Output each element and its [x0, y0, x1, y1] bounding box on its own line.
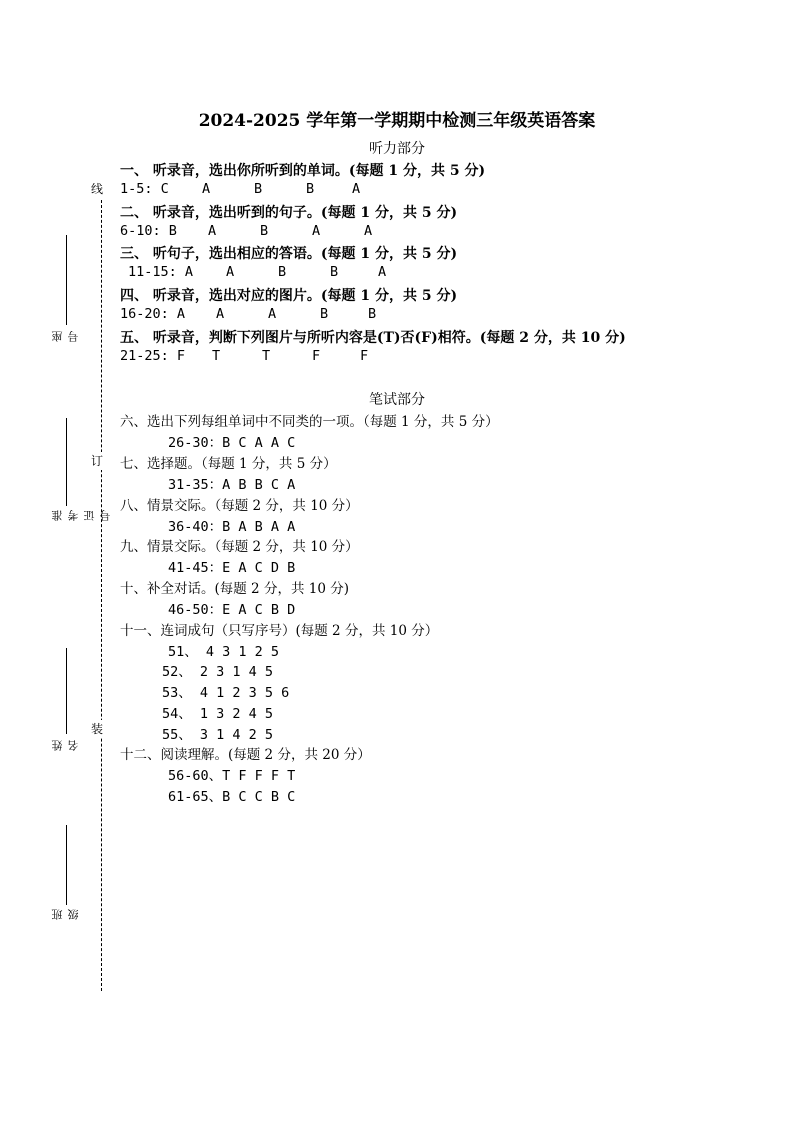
answer-row-2: 6-10: B A B A A — [120, 223, 373, 239]
answer-11-55: 55、 3 1 4 2 5 — [162, 727, 274, 743]
answer-row-5: 21-25: F T T F F — [120, 348, 369, 364]
question-6: 六、选出下列每组单词中不同类的一项。（每题 1 分，共 5 分） — [120, 414, 499, 430]
answer-12-61: 61-65、B C C B C — [168, 789, 296, 805]
answer-11-51: 51、 4 3 1 2 5 — [168, 644, 280, 660]
binding-line — [101, 185, 102, 991]
answer-10: 46-50：E A C B D — [168, 602, 296, 618]
question-5: 五、 听录音，判断下列图片与所听内容是(T)否(F)相符。(每题 2 分，共 10 分) — [120, 330, 626, 346]
question-2: 二、 听录音，选出听到的句子。(每题 1 分，共 5 分) — [120, 205, 458, 221]
listening-section-head: 听力部分 — [369, 141, 425, 157]
question-10: 十、补全对话。(每题 2 分，共 10 分) — [120, 581, 349, 597]
question-4: 四、 听录音，选出对应的图片。(每题 1 分，共 5 分) — [120, 288, 458, 304]
answer-11-52: 52、 2 3 1 4 5 — [162, 664, 274, 680]
question-9: 九、情景交际。（每题 2 分，共 10 分） — [120, 539, 359, 555]
writing-section-head: 笔试部分 — [369, 392, 425, 408]
question-7: 七、选择题。（每题 1 分，共 5 分） — [120, 456, 337, 472]
binding-mark-staple: 订 — [91, 454, 104, 468]
answer-row-4: 16-20: A A A B B — [120, 306, 377, 322]
answer-row-3: 11-15: A A B B A — [128, 264, 387, 280]
answer-11-53: 53、 4 1 2 3 5 6 — [162, 685, 290, 701]
question-12: 十二、阅读理解。(每题 2 分，共 20 分） — [120, 747, 371, 763]
answer-7: 31-35：A B B C A — [168, 477, 296, 493]
binding-mark-line: 线 — [91, 182, 104, 196]
question-8: 八、情景交际。（每题 2 分，共 10 分） — [120, 498, 359, 514]
answer-11-54: 54、 1 3 2 4 5 — [162, 706, 274, 722]
answer-6: 26-30：B C A A C — [168, 435, 296, 451]
answer-8: 36-40：B A B A A — [168, 519, 296, 535]
answer-12-56: 56-60、T F F F T — [168, 768, 296, 784]
question-3: 三、 听句子，选出相应的答语。(每题 1 分，共 5 分) — [120, 246, 458, 262]
answer-row-1: 1-5: C A B B A — [120, 181, 361, 197]
binding-mark-bind: 装 — [91, 722, 104, 736]
question-11: 十一、连词成句（只写序号）(每题 2 分，共 10 分） — [120, 623, 439, 639]
answer-9: 41-45：E A C D B — [168, 560, 296, 576]
question-1: 一、 听录音，选出你所听到的单词。(每题 1 分，共 5 分) — [120, 163, 486, 179]
page-title: 2024-2025 学年第一学期期中检测三年级英语答案 — [198, 111, 596, 131]
